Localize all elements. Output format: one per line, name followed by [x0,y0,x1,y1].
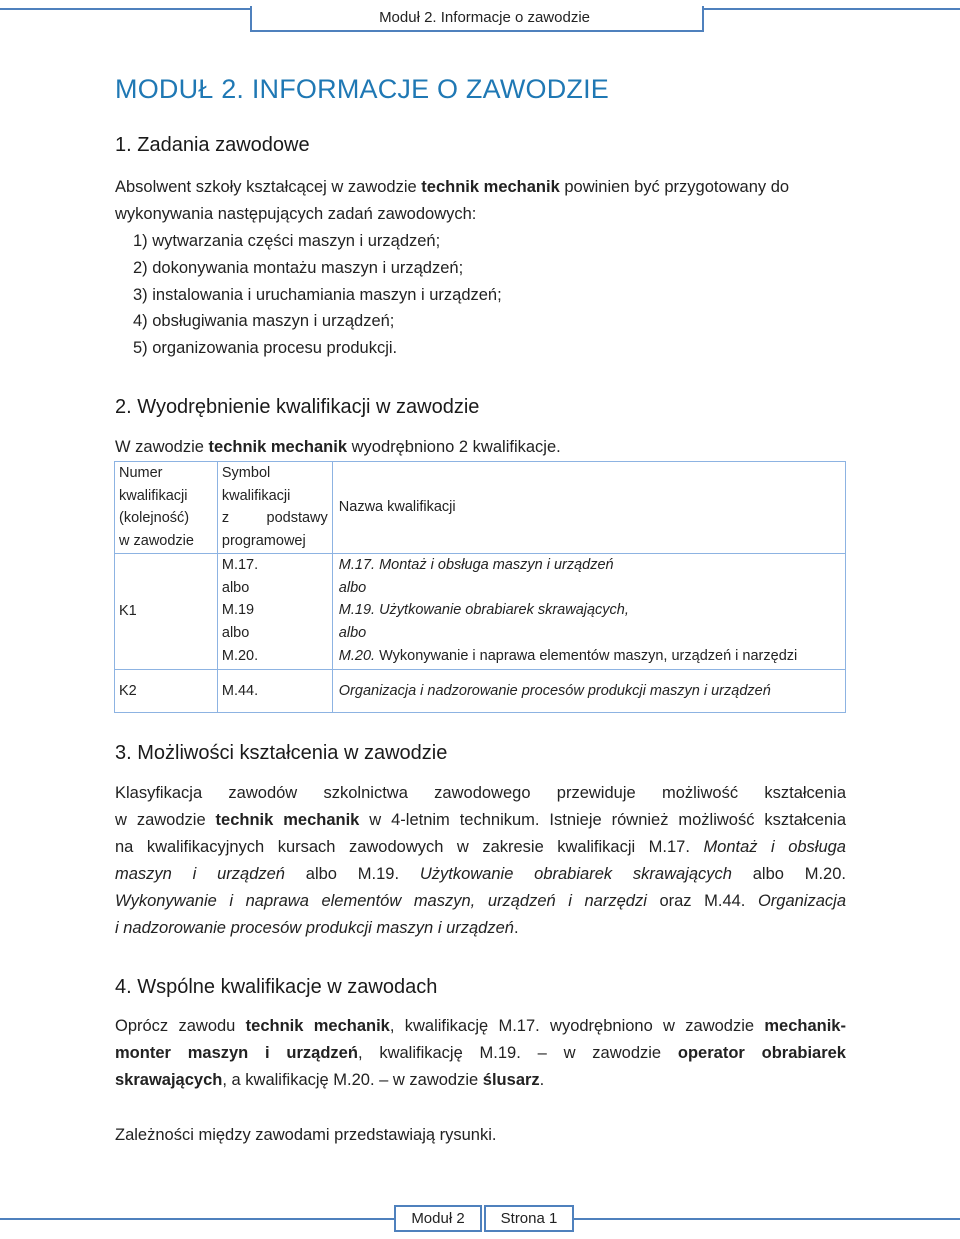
text: w 4-letnim technikum. Istnieje również możliwość kształcenia [359,811,847,829]
intro-text: wyodrębniono 2 kwalifikacje. [347,438,561,456]
footer-rule-right [574,1218,960,1220]
row-symbols: M.44. [217,670,332,713]
section-3-paragraph [115,780,846,942]
symbol-line: albo [221,579,250,596]
text: Klasyfikacja zawodów szkolnictwa zawodowego przewiduje możliwość kształcenia [115,784,846,802]
text: albo M.20. [731,865,846,883]
qualification-name: Montaż i obsługa [703,838,846,856]
list-item: 1) wytwarzania części maszyn i urządzeń; [133,232,441,250]
header-line: Numer [119,465,163,481]
footer-module: Moduł 2 [394,1205,482,1232]
intro-text: W zawodzie [115,438,209,456]
tasks-list [133,228,502,362]
header-line: kwalifikacji [119,487,188,504]
closing-sentence: Zależności między zawodami przedstawiają rysunki. [115,1126,497,1144]
symbol-line: albo [221,624,250,641]
table-row [115,553,846,670]
paragraph-line [115,1040,846,1067]
qualification-name: Wykonywanie i naprawa elementów maszyn, urządzeń i narzędzi [375,647,798,664]
text: Oprócz zawodu [115,1017,246,1035]
header-number [115,462,218,554]
profession-name: ślusarz [482,1071,540,1089]
symbol-line: M.19 [221,602,255,619]
section-2-heading: 2. Wyodrębnienie kwalifikacji w zawodzie [115,396,480,418]
profession-name: skrawających [115,1071,223,1089]
header-line: programowej [221,533,306,550]
profession-name: operator obrabiarek [677,1044,846,1062]
intro-text: powinien być przygotowany do [559,178,790,196]
qualification-name: maszyn i urządzeń [115,865,285,883]
running-header: Moduł 2. Informacje o zawodzie [250,6,704,32]
text: w zawodzie [115,811,216,829]
section-4-heading: 4. Wspólne kwalifikacje w zawodach [115,976,438,998]
list-item: 3) instalowania i uruchamiania maszyn i urządzeń; [133,285,502,304]
module-title: MODUŁ 2. INFORMACJE O ZAWODZIE [115,74,610,104]
section-3-heading: 3. Możliwości kształcenia w zawodzie [115,742,448,764]
row-names [332,670,845,713]
paragraph-line [115,834,846,861]
paragraph-line [115,780,846,807]
row-number: K1 [115,553,218,670]
text: albo M.19. [284,865,420,883]
text: , a kwalifikację M.20. – w zawodzie [222,1071,483,1089]
intro-text: Absolwent szkoły kształcącej w zawodzie [115,178,422,196]
section-1-heading: 1. Zadania zawodowe [115,134,310,156]
symbol-line: M.17. [221,556,259,573]
qualification-name: albo [338,624,367,641]
paragraph-line [115,915,846,942]
profession-name: monter maszyn i urządzeń [115,1044,358,1062]
footer-rule-left [0,1218,394,1220]
header-line: z podstawy [221,510,328,527]
list-item: 4) obsługiwania maszyn i urządzeń; [133,312,395,331]
qualification-name: albo [338,579,367,596]
table-header-row [115,462,846,554]
text: na kwalifikacyjnych kursach zawodowych w zakresie kwalifikacji M.17. [115,838,704,856]
row-names [332,553,845,670]
header-rule-right [704,8,960,10]
profession-name: technik mechanik [208,438,348,456]
qualifications-table [114,461,846,713]
qualification-name: Wykonywanie i naprawa elementów maszyn, urządzeń i narzędzi [115,892,647,910]
header-rule-left [0,8,250,10]
section-4-paragraph [115,1013,846,1094]
paragraph-line [115,807,846,834]
qualification-name: Organizacja i nadzorowanie procesów produkcji maszyn i urządzeń [338,683,771,700]
text: , kwalifikację M.19. – w zawodzie [357,1044,678,1062]
paragraph-line [115,1067,846,1094]
qualification-name: Organizacja [757,892,846,910]
text: , kwalifikację M.17. wyodrębniono w zawodzie [389,1017,765,1035]
qualification-name: i nadzorowanie procesów produkcji maszyn i urządzeń [115,919,514,937]
header-line: (kolejność) [119,510,190,527]
header-line: w zawodzie [119,533,194,550]
qualification-name: Użytkowanie obrabiarek skrawających [419,865,732,883]
paragraph-line [115,861,846,888]
row-number: K2 [115,670,218,713]
profession-name: technik mechanik [421,178,560,196]
footer-page-number: Strona 1 [484,1205,574,1232]
list-item: 5) organizowania procesu produkcji. [133,339,398,358]
paragraph-line [115,1013,846,1040]
intro-text: wykonywania następujących zadań zawodowych: [115,205,477,223]
header-line: kwalifikacji [221,487,291,504]
text: . [539,1071,545,1089]
table-row [115,670,846,713]
paragraph-line [115,888,846,915]
qualification-name: M.19. Użytkowanie obrabiarek skrawających, [338,602,629,619]
text: . [513,919,519,937]
symbol-line: M.20. [221,647,259,664]
qualification-name: M.17. Montaż i obsługa maszyn i urządzeń [338,556,614,573]
list-item: 2) dokonywania montażu maszyn i urządzeń; [133,258,464,277]
header-symbol [217,462,332,554]
profession-name: technik mechanik [215,811,360,829]
section-1-intro [115,174,855,228]
section-2-intro [115,434,561,461]
header-name: Nazwa kwalifikacji [332,462,845,554]
row-symbols [217,553,332,670]
profession-name: mechanik- [764,1017,846,1035]
text: oraz M.44. [646,892,758,910]
header-line: Symbol [221,465,271,481]
qualification-code: M.20. [338,647,376,664]
profession-name: technik mechanik [245,1017,390,1035]
